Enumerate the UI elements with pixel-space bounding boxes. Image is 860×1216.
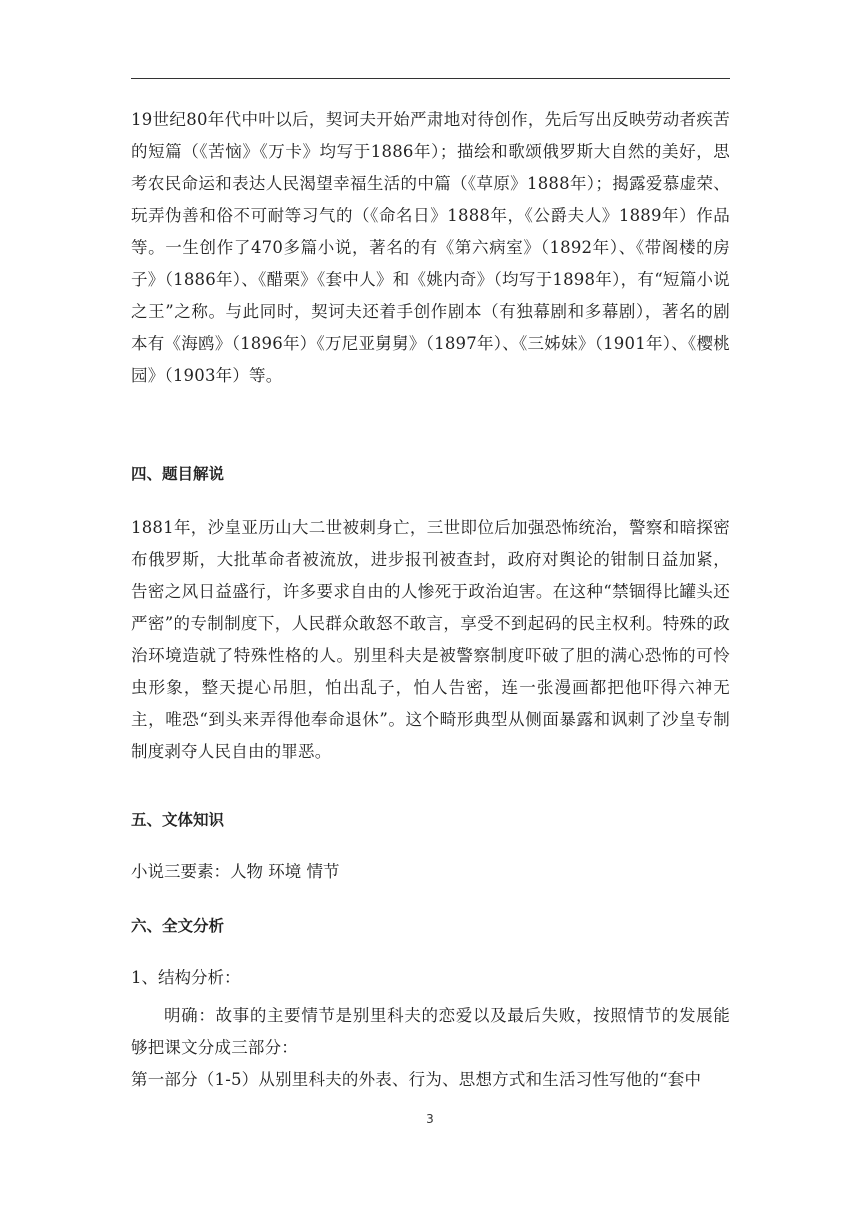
section-6-heading: 六、全文分析 [131,917,225,935]
clarify-paragraph: 明确：故事的主要情节是别里科夫的恋爱以及最后失败，按照情节的发展能够把课文分成三部分： [131,1006,730,1057]
page-number: 3 [426,1112,434,1126]
section-4-heading: 四、题目解说 [131,465,225,483]
header-rule [131,78,730,79]
section-5-text: 小说三要素：人物 环境 情节 [131,862,340,881]
section-5-heading: 五、文体知识 [131,811,225,829]
structure-analysis-label: 1、结构分析： [131,968,241,987]
part-one-line: 第一部分（1-5）从别里科夫的外表、行为、思想方式和生活习性写他的“套中 [131,1070,702,1089]
section-4-paragraph: 1881年，沙皇亚历山大二世被刺身亡，三世即位后加强恐怖统治，警察和暗探密布俄罗斯，大批革命者被流放，进步报刊被查封，政府对舆论的钳制日益加紧，告密之风日益盛行，许多要求自由的人惨死于政治迫害。在这种“禁锢得比罐头还严密”的专制制度下，人民群众敢怒不敢言，享受不到起码的民主权利。特殊的政治环境造就了特殊性格的人。别里科夫是被警察制度吓破了胆的满心恐怖的可怜虫形象，整天提心吊胆，怕出乱子，怕人告密，连一张漫画都把他吓得六神无主，唯恐“到头来弄得他奉命退休”。这个畸形典型从侧面暴露和讽刺了沙皇专制制度剥夺人民自由的罪恶。 [131,518,730,761]
intro-paragraph: 19世纪80年代中叶以后，契诃夫开始严肃地对待创作，先后写出反映劳动者疾苦的短篇（《苦恼》《万卡》均写于1886年）；描绘和歌颂俄罗斯大自然的美好，思考农民命运和表达人民渴望幸福生活的中篇（《草原》1888年）；揭露爱慕虚荣、玩弄伪善和俗不可耐等习气的（《命名日》1888年，《公爵夫人》1889年）作品等。一生创作了470多篇小说，著名的有《第六病室》（1892年）、《带阁楼的房子》（1886年）、《醋栗》《套中人》和《姚内奇》（均写于1898年），有“短篇小说之王”之称。与此同时，契诃夫还着手创作剧本（有独幕剧和多幕剧），著名的剧本有《海鸥》（1896年）《万尼亚舅舅》（1897年）、《三姊妹》（1901年）、《樱桃园》（1903年）等。 [131,110,730,385]
